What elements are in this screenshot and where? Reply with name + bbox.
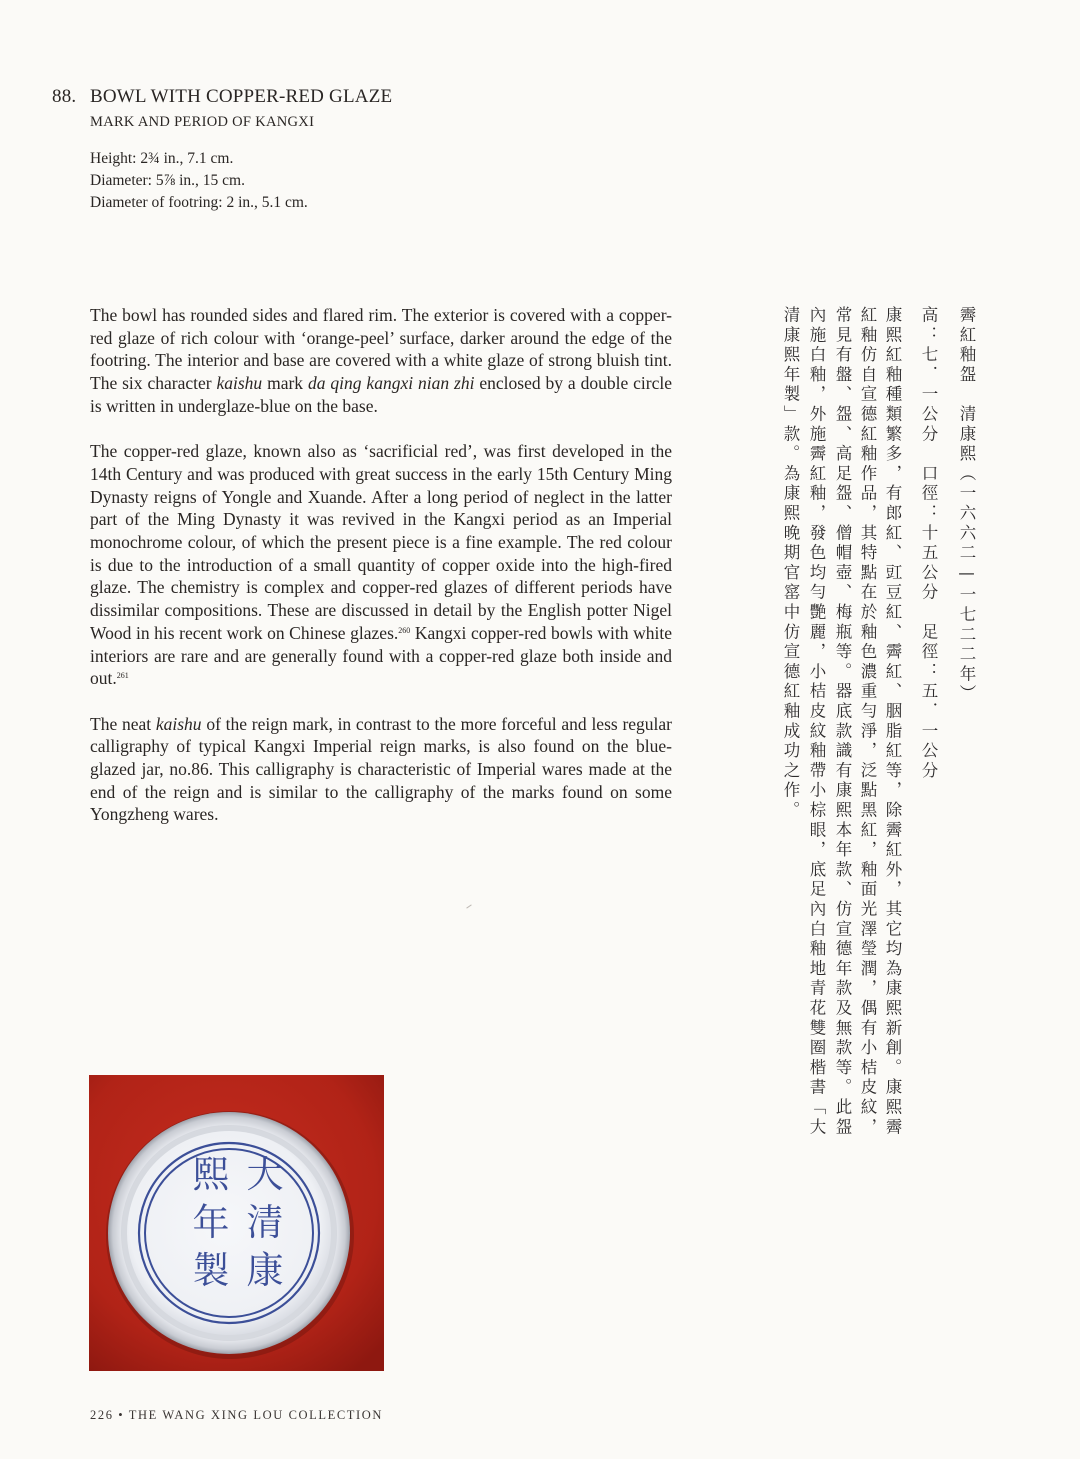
text-segment: The bowl has rounded sides and flared rim. The exterior is covered with a copper-red glaze of rich colour with ‘orange-peel’ surface, darker around the edge of the footring. The interior and base are covered with a white glaze of strong bluish tint. The six character [90,305,672,394]
entry-subtitle: MARK AND PERIOD OF KANGXI [90,114,315,130]
reign-mark-image [89,1075,384,1371]
page-blemish [466,904,471,908]
paragraph-2 [90,440,672,690]
chinese-dimensions: 高：七．一公分 口徑：十五公分 足徑：五．一公分 [919,306,938,782]
dimension-footring: Diameter of footring: 2 in., 5.1 cm. [90,194,308,211]
dimension-height: Height: 2¾ in., 7.1 cm. [90,150,234,167]
chinese-line-1: 康熙紅釉種類繁多，有郎紅、豇豆紅、霽紅、胭脂紅等，除霽紅外，其它均為康熙新創。康熙霽 [883,306,902,1138]
chinese-line-4: 內施白釉，外施霽紅釉，發色均勻艷麗，小桔皮紋釉帶小棕眼，底足內白釉地青花雙圈楷書「大 [807,306,826,1138]
paragraph-3 [90,713,672,827]
text-segment: The neat [90,713,156,734]
text-segment: kaishu [155,713,202,734]
entry-number: 88. [52,86,77,107]
chinese-line-2: 紅釉仿自宣德紅釉作品，其特點在於釉色濃重勻淨，泛點黑紅，釉面光澤瑩潤，偶有小桔皮紋， [858,306,877,1138]
english-description [90,304,672,849]
paragraph-1 [90,304,672,418]
text-segment: mark [262,373,308,394]
dimension-diameter: Diameter: 5⅞ in., 15 cm. [90,172,245,189]
chinese-line-3: 常見有盤、盌、高足盌、僧帽壺、梅瓶等。器底款識有康熙本年款、仿宣德年款及無款等。此盌 [833,306,852,1138]
text-segment: Kangxi copper-red bowls with white interiors are rare and are generally found with a copper-red glaze both inside and out. [90,622,672,689]
text-segment: kaishu [216,373,263,394]
footnote-ref: 261 [116,671,129,681]
mark-char-da: 大 [246,1153,284,1196]
mark-char-zhi: 製 [192,1249,230,1292]
collection-name: THE WANG XING LOU COLLECTION [128,1408,384,1422]
dimensions-block [90,148,308,214]
bowl-base-photo [89,1075,384,1371]
text-segment: of the reign mark, in contrast to the more forceful and less regular calligraphy of typical Kangxi Imperial reign marks, is also found on the blue-glazed jar, no.86. This calligraphy is characteristic of Imperial wares made at the end of the reign and is similar to the calligraphy of the marks found on some Yongzheng wares. [90,713,672,825]
chinese-line-5: 清康熙年製」款。為康熙晚期官窰中仿宣德紅釉成功之作。 [781,306,800,821]
entry-title: BOWL WITH COPPER-RED GLAZE [90,86,393,107]
text-segment: da qing kangxi nian zhi [307,373,475,394]
mark-char-qing: 清 [246,1201,284,1244]
page-footer [90,1408,383,1423]
page-number: 226 [90,1408,114,1422]
mark-char-xi: 熙 [192,1153,230,1196]
footnote-ref: 260 [398,625,411,635]
footer-separator: • [118,1408,125,1422]
text-segment: enclosed by a double circle is written in underglaze-blue on the base. [90,373,673,416]
chinese-title: 霽紅釉盌 清康熙（一六六二—一七二二年） [957,306,976,705]
text-segment: The copper-red glaze, known also as ‘sacrificial red’, was first developed in the 14th Century and was produced with great success in the early 15th Century Ming Dynasty reigns of Yongle and Xuande. After a long period of neglect in the latter part of the Ming Dynasty it was revived in the Kangxi period as an Imperial monochrome colour, of which the present piece is a fine example. The red colour is due to the introduction of a small quantity of copper oxide into the high-fired glaze. The chemistry is complex and copper-red glazes of different periods have dissimilar compositions. These are discussed in detail by the English potter Nigel Wood in his recent work on Chinese glazes. [90,441,672,643]
mark-char-nian: 年 [192,1201,230,1244]
mark-char-kang: 康 [246,1249,284,1292]
